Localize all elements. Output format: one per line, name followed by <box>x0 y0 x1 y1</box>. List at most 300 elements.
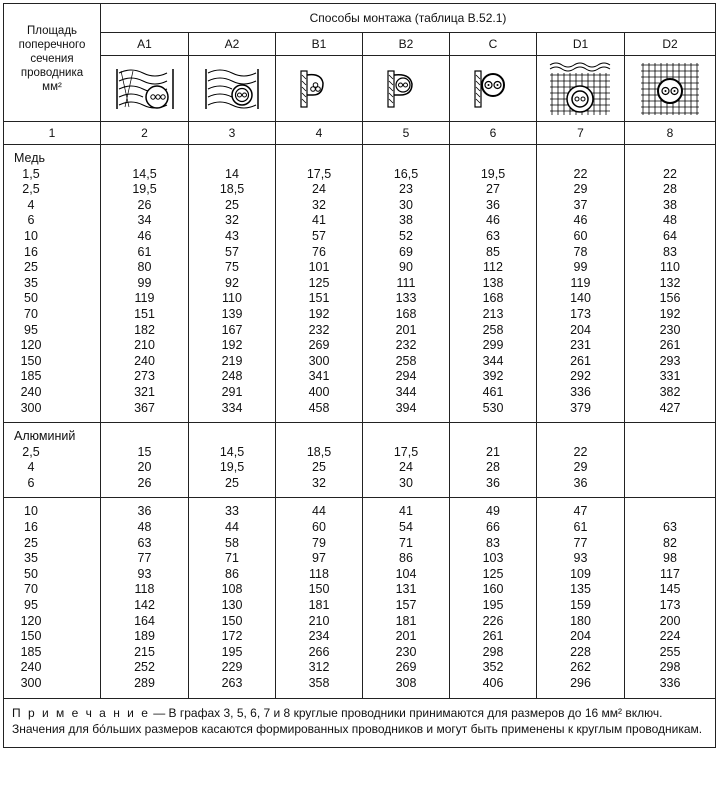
rating-value: 352 <box>482 660 504 675</box>
rating-value: 151 <box>308 291 330 306</box>
rating-value: 135 <box>570 582 591 597</box>
rating-value: 111 <box>396 275 416 290</box>
rating-value: 181 <box>308 598 330 613</box>
rating-value: 60 <box>312 520 326 535</box>
size-text: 4 <box>27 460 35 475</box>
rating-value: 19,5 <box>132 182 157 197</box>
rating-value: 461 <box>482 384 504 399</box>
rating-value: 204 <box>570 322 591 337</box>
aluminium-small-values-c <box>450 423 537 498</box>
rating-value: 21 <box>486 444 500 459</box>
label-spacer <box>363 151 449 167</box>
size-text: 70 <box>24 582 38 597</box>
rating-value: 140 <box>570 291 591 306</box>
rating-value: 293 <box>659 353 681 368</box>
ground-duct-icon <box>537 56 625 122</box>
aluminium-large-section <box>4 498 716 698</box>
rating-value: 224 <box>659 629 681 644</box>
size-value <box>4 229 100 245</box>
aluminium-large-values-a1 <box>101 498 189 698</box>
label-spacer <box>189 429 275 445</box>
rating-value: 36 <box>573 475 588 490</box>
rating-value: 41 <box>399 504 413 519</box>
rating-value: 192 <box>221 338 243 353</box>
copper-values-d2 <box>625 145 716 423</box>
size-value <box>4 291 100 307</box>
rating-value: 232 <box>395 338 417 353</box>
rating-value: 172 <box>221 629 243 644</box>
note-prefix: П р и м е ч а н и е <box>12 705 150 720</box>
label-spacer <box>625 429 715 445</box>
rating-value: 46 <box>137 228 152 243</box>
size-text: 240 <box>20 384 42 399</box>
rating-value: 85 <box>486 244 500 259</box>
label-spacer <box>537 429 624 445</box>
rating-value: 230 <box>659 322 681 337</box>
size-value <box>4 460 100 476</box>
rating-value: 99 <box>573 260 588 275</box>
size-text: 95 <box>24 598 38 613</box>
rating-value: 192 <box>659 306 681 321</box>
rating-value: 86 <box>225 566 239 581</box>
size-text: 185 <box>20 644 42 659</box>
label-spacer <box>101 151 188 167</box>
rating-value: 99 <box>137 275 152 290</box>
rating-value: 269 <box>395 660 417 675</box>
size-value <box>4 198 100 214</box>
size-value <box>4 476 100 492</box>
rating-value: 138 <box>482 275 504 290</box>
label-spacer <box>537 151 624 167</box>
rating-value: 22 <box>573 444 588 459</box>
column-header-d2: D2 <box>625 33 716 56</box>
size-text: 150 <box>20 629 42 644</box>
wall-cable-clipped-icon <box>450 56 537 122</box>
label-spacer <box>450 151 536 167</box>
rating-value: 300 <box>308 353 330 368</box>
label-spacer <box>276 429 362 445</box>
aluminium-small-size-column <box>4 423 101 498</box>
rating-value: 16,5 <box>393 166 419 181</box>
size-value <box>4 504 100 520</box>
column-number: 2 <box>101 122 189 145</box>
rating-value: 164 <box>134 613 155 628</box>
rating-value: 167 <box>221 322 243 337</box>
size-value <box>4 385 100 401</box>
rating-value: 25 <box>312 460 326 475</box>
rating-value: 46 <box>573 213 588 228</box>
size-value <box>4 354 100 370</box>
rating-value: 44 <box>225 520 239 535</box>
size-text: 25 <box>24 260 38 275</box>
rating-value: 139 <box>221 306 243 321</box>
size-value <box>4 245 100 261</box>
rating-value: 173 <box>570 306 591 321</box>
rating-value: 258 <box>482 322 504 337</box>
rating-value: 57 <box>225 244 239 259</box>
rating-value: 110 <box>222 291 242 306</box>
rating-value: 261 <box>482 629 504 644</box>
rating-value: 66 <box>486 520 500 535</box>
rating-value: 104 <box>395 566 417 581</box>
label-spacer <box>625 151 715 167</box>
rating-value: 234 <box>308 629 330 644</box>
size-text: 4 <box>27 197 35 212</box>
aluminium-small-values-d1 <box>537 423 625 498</box>
area-header-line: Площадь <box>26 25 78 37</box>
rating-value: 157 <box>395 598 417 613</box>
rating-value: 92 <box>225 275 239 290</box>
rating-value: 230 <box>395 644 417 659</box>
rating-value: 48 <box>137 520 152 535</box>
size-text: 6 <box>27 213 35 228</box>
size-value <box>4 676 100 692</box>
rating-value: 77 <box>137 551 152 566</box>
aluminium-large-values-d1 <box>537 498 625 698</box>
current-rating-table <box>3 3 716 748</box>
size-value <box>4 445 100 461</box>
rating-value: 63 <box>663 520 677 535</box>
rating-value: 118 <box>309 566 329 581</box>
rating-value: 262 <box>570 660 591 675</box>
rating-value: 26 <box>137 475 152 490</box>
ground-direct-icon <box>625 56 716 122</box>
rating-value: 41 <box>312 213 326 228</box>
size-text: 185 <box>20 369 42 384</box>
rating-value: 90 <box>399 260 413 275</box>
rating-value: 344 <box>482 353 504 368</box>
rating-value: 57 <box>312 228 326 243</box>
rating-value: 14,5 <box>219 444 245 459</box>
copper-values-b2 <box>363 145 450 423</box>
insulated-wall-conduit-single-icon <box>101 56 189 122</box>
size-text: 25 <box>24 535 38 550</box>
size-text: 150 <box>20 353 42 368</box>
size-value <box>4 614 100 630</box>
rating-value: 159 <box>570 598 591 613</box>
rating-value: 261 <box>659 338 681 353</box>
rating-value: 252 <box>134 660 155 675</box>
rating-value: 79 <box>312 535 326 550</box>
rating-value: 231 <box>570 338 591 353</box>
copper-values-c <box>450 145 537 423</box>
rating-value: 299 <box>482 338 504 353</box>
rating-value: 145 <box>659 582 681 597</box>
rating-value: 58 <box>225 535 239 550</box>
rating-value: 61 <box>137 244 152 259</box>
rating-value: 29 <box>573 182 588 197</box>
rating-value: 156 <box>659 291 681 306</box>
rating-value: 112 <box>483 260 503 275</box>
rating-value: 341 <box>308 369 330 384</box>
size-value <box>4 307 100 323</box>
rating-value: 394 <box>395 400 417 415</box>
rating-value: 210 <box>134 338 155 353</box>
rating-value: 173 <box>659 598 681 613</box>
rating-value: 34 <box>137 213 152 228</box>
rating-value: 392 <box>482 369 504 384</box>
rating-value: 151 <box>134 306 155 321</box>
size-text: 16 <box>24 244 38 259</box>
rating-value: 201 <box>395 322 417 337</box>
rating-value: 28 <box>486 460 500 475</box>
rating-value: 80 <box>137 260 152 275</box>
rating-value: 110 <box>660 260 680 275</box>
size-value <box>4 660 100 676</box>
rating-value: 47 <box>573 504 588 519</box>
rating-value: 458 <box>308 400 330 415</box>
wall-conduit-multicore-icon <box>363 56 450 122</box>
size-value <box>4 551 100 567</box>
rating-value: 52 <box>399 228 413 243</box>
rating-value: 83 <box>486 535 500 550</box>
rating-value <box>625 476 715 492</box>
area-header-line: поперечного <box>18 39 86 51</box>
rating-value: 24 <box>312 182 326 197</box>
rating-value: 400 <box>308 384 330 399</box>
size-text: 1,5 <box>22 166 40 181</box>
rating-value: 334 <box>221 400 243 415</box>
rating-value: 25 <box>225 197 239 212</box>
size-value <box>4 182 100 198</box>
aluminium-large-values-a2 <box>189 498 276 698</box>
rating-value: 108 <box>221 582 243 597</box>
rating-value: 331 <box>659 369 681 384</box>
rating-value: 336 <box>659 676 681 690</box>
aluminium-large-values-b1 <box>276 498 363 698</box>
size-text: 70 <box>24 306 38 321</box>
rating-value: 379 <box>570 400 591 415</box>
rating-value: 71 <box>225 551 239 566</box>
aluminium-large-values-b2 <box>363 498 450 698</box>
rating-value: 269 <box>308 338 330 353</box>
size-text: 50 <box>24 291 38 306</box>
rating-value: 97 <box>312 551 326 566</box>
rating-value: 63 <box>486 228 500 243</box>
rating-value: 367 <box>134 400 155 415</box>
rating-value: 17,5 <box>306 166 332 181</box>
rating-value: 36 <box>486 197 500 212</box>
rating-value: 312 <box>308 660 330 675</box>
size-value <box>4 520 100 536</box>
rating-value: 36 <box>486 475 500 490</box>
size-text: 6 <box>27 475 35 490</box>
rating-value: 215 <box>134 644 155 659</box>
rating-value: 63 <box>137 535 152 550</box>
aluminium-small-values-b2 <box>363 423 450 498</box>
size-value <box>4 369 100 385</box>
rating-value: 22 <box>573 166 588 181</box>
size-value <box>4 598 100 614</box>
size-value <box>4 213 100 229</box>
rating-value: 160 <box>482 582 504 597</box>
column-number: 6 <box>450 122 537 145</box>
rating-value: 18,5 <box>306 444 332 459</box>
rating-value: 131 <box>395 582 417 597</box>
size-value <box>4 260 100 276</box>
rating-value <box>625 445 715 461</box>
rating-value: 336 <box>570 384 591 399</box>
aluminium-small-values-a1 <box>101 423 189 498</box>
column-header-d1: D1 <box>537 33 625 56</box>
rating-value: 150 <box>221 613 243 628</box>
rating-value: 49 <box>486 504 500 519</box>
label-spacer <box>450 429 536 445</box>
rating-value: 19,5 <box>219 460 245 475</box>
column-header-b2: B2 <box>363 33 450 56</box>
insulated-wall-multicore-icon <box>189 56 276 122</box>
rating-value: 64 <box>663 228 677 243</box>
rating-value: 43 <box>225 228 239 243</box>
rating-value: 132 <box>659 275 681 290</box>
rating-value: 308 <box>395 676 417 690</box>
size-text: 35 <box>24 275 38 290</box>
rating-value: 83 <box>663 244 677 259</box>
rating-value: 93 <box>573 551 588 566</box>
rating-value: 119 <box>134 291 155 306</box>
rating-value: 14 <box>225 166 239 181</box>
aluminium-small-values-a2 <box>189 423 276 498</box>
rating-value: 82 <box>663 535 677 550</box>
aluminium-small-values-d2 <box>625 423 716 498</box>
rating-value: 24 <box>399 460 413 475</box>
size-value <box>4 567 100 583</box>
size-value <box>4 323 100 339</box>
size-text: 2,5 <box>22 182 40 197</box>
rating-value: 406 <box>482 676 504 690</box>
wall-conduit-single-icon <box>276 56 363 122</box>
rating-value: 69 <box>399 244 413 259</box>
methods-title: Способы монтажа (таблица В.52.1) <box>101 4 716 33</box>
label-spacer <box>101 429 188 445</box>
area-header-line: проводника <box>20 67 84 79</box>
aluminium-small-values-b1 <box>276 423 363 498</box>
copper-size-column <box>4 145 101 423</box>
column-number: 8 <box>625 122 716 145</box>
label-spacer <box>189 151 275 167</box>
rating-value: 200 <box>659 613 681 628</box>
size-text: 240 <box>20 660 42 675</box>
rating-value: 358 <box>308 676 330 690</box>
rating-value: 226 <box>482 613 504 628</box>
rating-value <box>625 460 715 476</box>
column-header-c: C <box>450 33 537 56</box>
copper-values-d1 <box>537 145 625 423</box>
rating-value: 180 <box>570 613 591 628</box>
rating-value: 125 <box>482 566 504 581</box>
copper-section <box>4 145 716 423</box>
rating-value: 17,5 <box>393 444 419 459</box>
rating-value: 219 <box>221 353 243 368</box>
rating-value: 530 <box>482 400 504 415</box>
area-header <box>4 4 101 122</box>
rating-value: 32 <box>312 197 326 212</box>
area-header-line: сечения <box>30 53 74 65</box>
size-value <box>4 401 100 417</box>
current-rating-table-sheet <box>3 3 715 748</box>
rating-value: 201 <box>395 629 417 644</box>
rating-value: 228 <box>570 644 591 659</box>
aluminium-large-values-d2 <box>625 498 716 698</box>
copper-values-b1 <box>276 145 363 423</box>
rating-value: 291 <box>221 384 243 399</box>
rating-value: 204 <box>570 629 591 644</box>
rating-value: 30 <box>399 475 413 490</box>
rating-value: 195 <box>482 598 504 613</box>
rating-value: 25 <box>225 475 239 490</box>
rating-value: 32 <box>312 475 326 490</box>
rating-value: 20 <box>137 460 152 475</box>
rating-value: 189 <box>134 629 155 644</box>
copper-values-a1 <box>101 145 189 423</box>
rating-value: 86 <box>399 551 413 566</box>
rating-value: 130 <box>221 598 243 613</box>
rating-value: 14,5 <box>132 166 157 181</box>
rating-value: 298 <box>482 644 504 659</box>
label-spacer <box>276 151 362 167</box>
rating-value: 117 <box>660 566 680 581</box>
size-text: 10 <box>24 228 38 243</box>
label-spacer <box>363 429 449 445</box>
table-note <box>4 698 716 747</box>
rating-value: 18,5 <box>219 182 245 197</box>
size-text: 300 <box>20 400 42 415</box>
rating-value: 76 <box>312 244 326 259</box>
rating-value: 109 <box>570 566 591 581</box>
rating-value: 93 <box>137 566 152 581</box>
section-label: Алюминий <box>14 429 76 444</box>
rating-value: 294 <box>395 369 417 384</box>
rating-value: 427 <box>659 400 681 415</box>
size-text: 10 <box>24 504 38 519</box>
rating-value: 37 <box>573 197 588 212</box>
size-value <box>4 629 100 645</box>
rating-value: 75 <box>225 260 239 275</box>
rating-value: 32 <box>225 213 239 228</box>
size-value <box>4 338 100 354</box>
size-text: 120 <box>20 613 42 628</box>
rating-value: 240 <box>134 353 155 368</box>
rating-value: 344 <box>395 384 417 399</box>
area-header-line: мм² <box>42 81 62 93</box>
rating-value: 229 <box>221 660 243 675</box>
rating-value: 298 <box>659 660 681 675</box>
aluminium-large-size-column <box>4 498 101 698</box>
rating-value: 15 <box>137 444 152 459</box>
rating-value: 142 <box>134 598 155 613</box>
rating-value: 77 <box>573 535 588 550</box>
rating-value: 101 <box>308 260 330 275</box>
rating-value: 61 <box>573 520 588 535</box>
rating-value: 248 <box>221 369 243 384</box>
rating-value: 46 <box>486 213 500 228</box>
size-value <box>4 276 100 292</box>
rating-value: 71 <box>399 535 413 550</box>
size-value <box>4 167 100 183</box>
column-header-a1: A1 <box>101 33 189 56</box>
size-value <box>4 536 100 552</box>
rating-value: 292 <box>570 369 591 384</box>
column-number: 1 <box>4 122 101 145</box>
rating-value: 261 <box>570 353 591 368</box>
rating-value: 103 <box>482 551 504 566</box>
rating-value: 266 <box>308 644 330 659</box>
rating-value: 36 <box>137 504 152 519</box>
size-text: 35 <box>24 551 38 566</box>
aluminium-large-values-c <box>450 498 537 698</box>
rating-value: 19,5 <box>480 166 506 181</box>
rating-value <box>625 504 715 520</box>
